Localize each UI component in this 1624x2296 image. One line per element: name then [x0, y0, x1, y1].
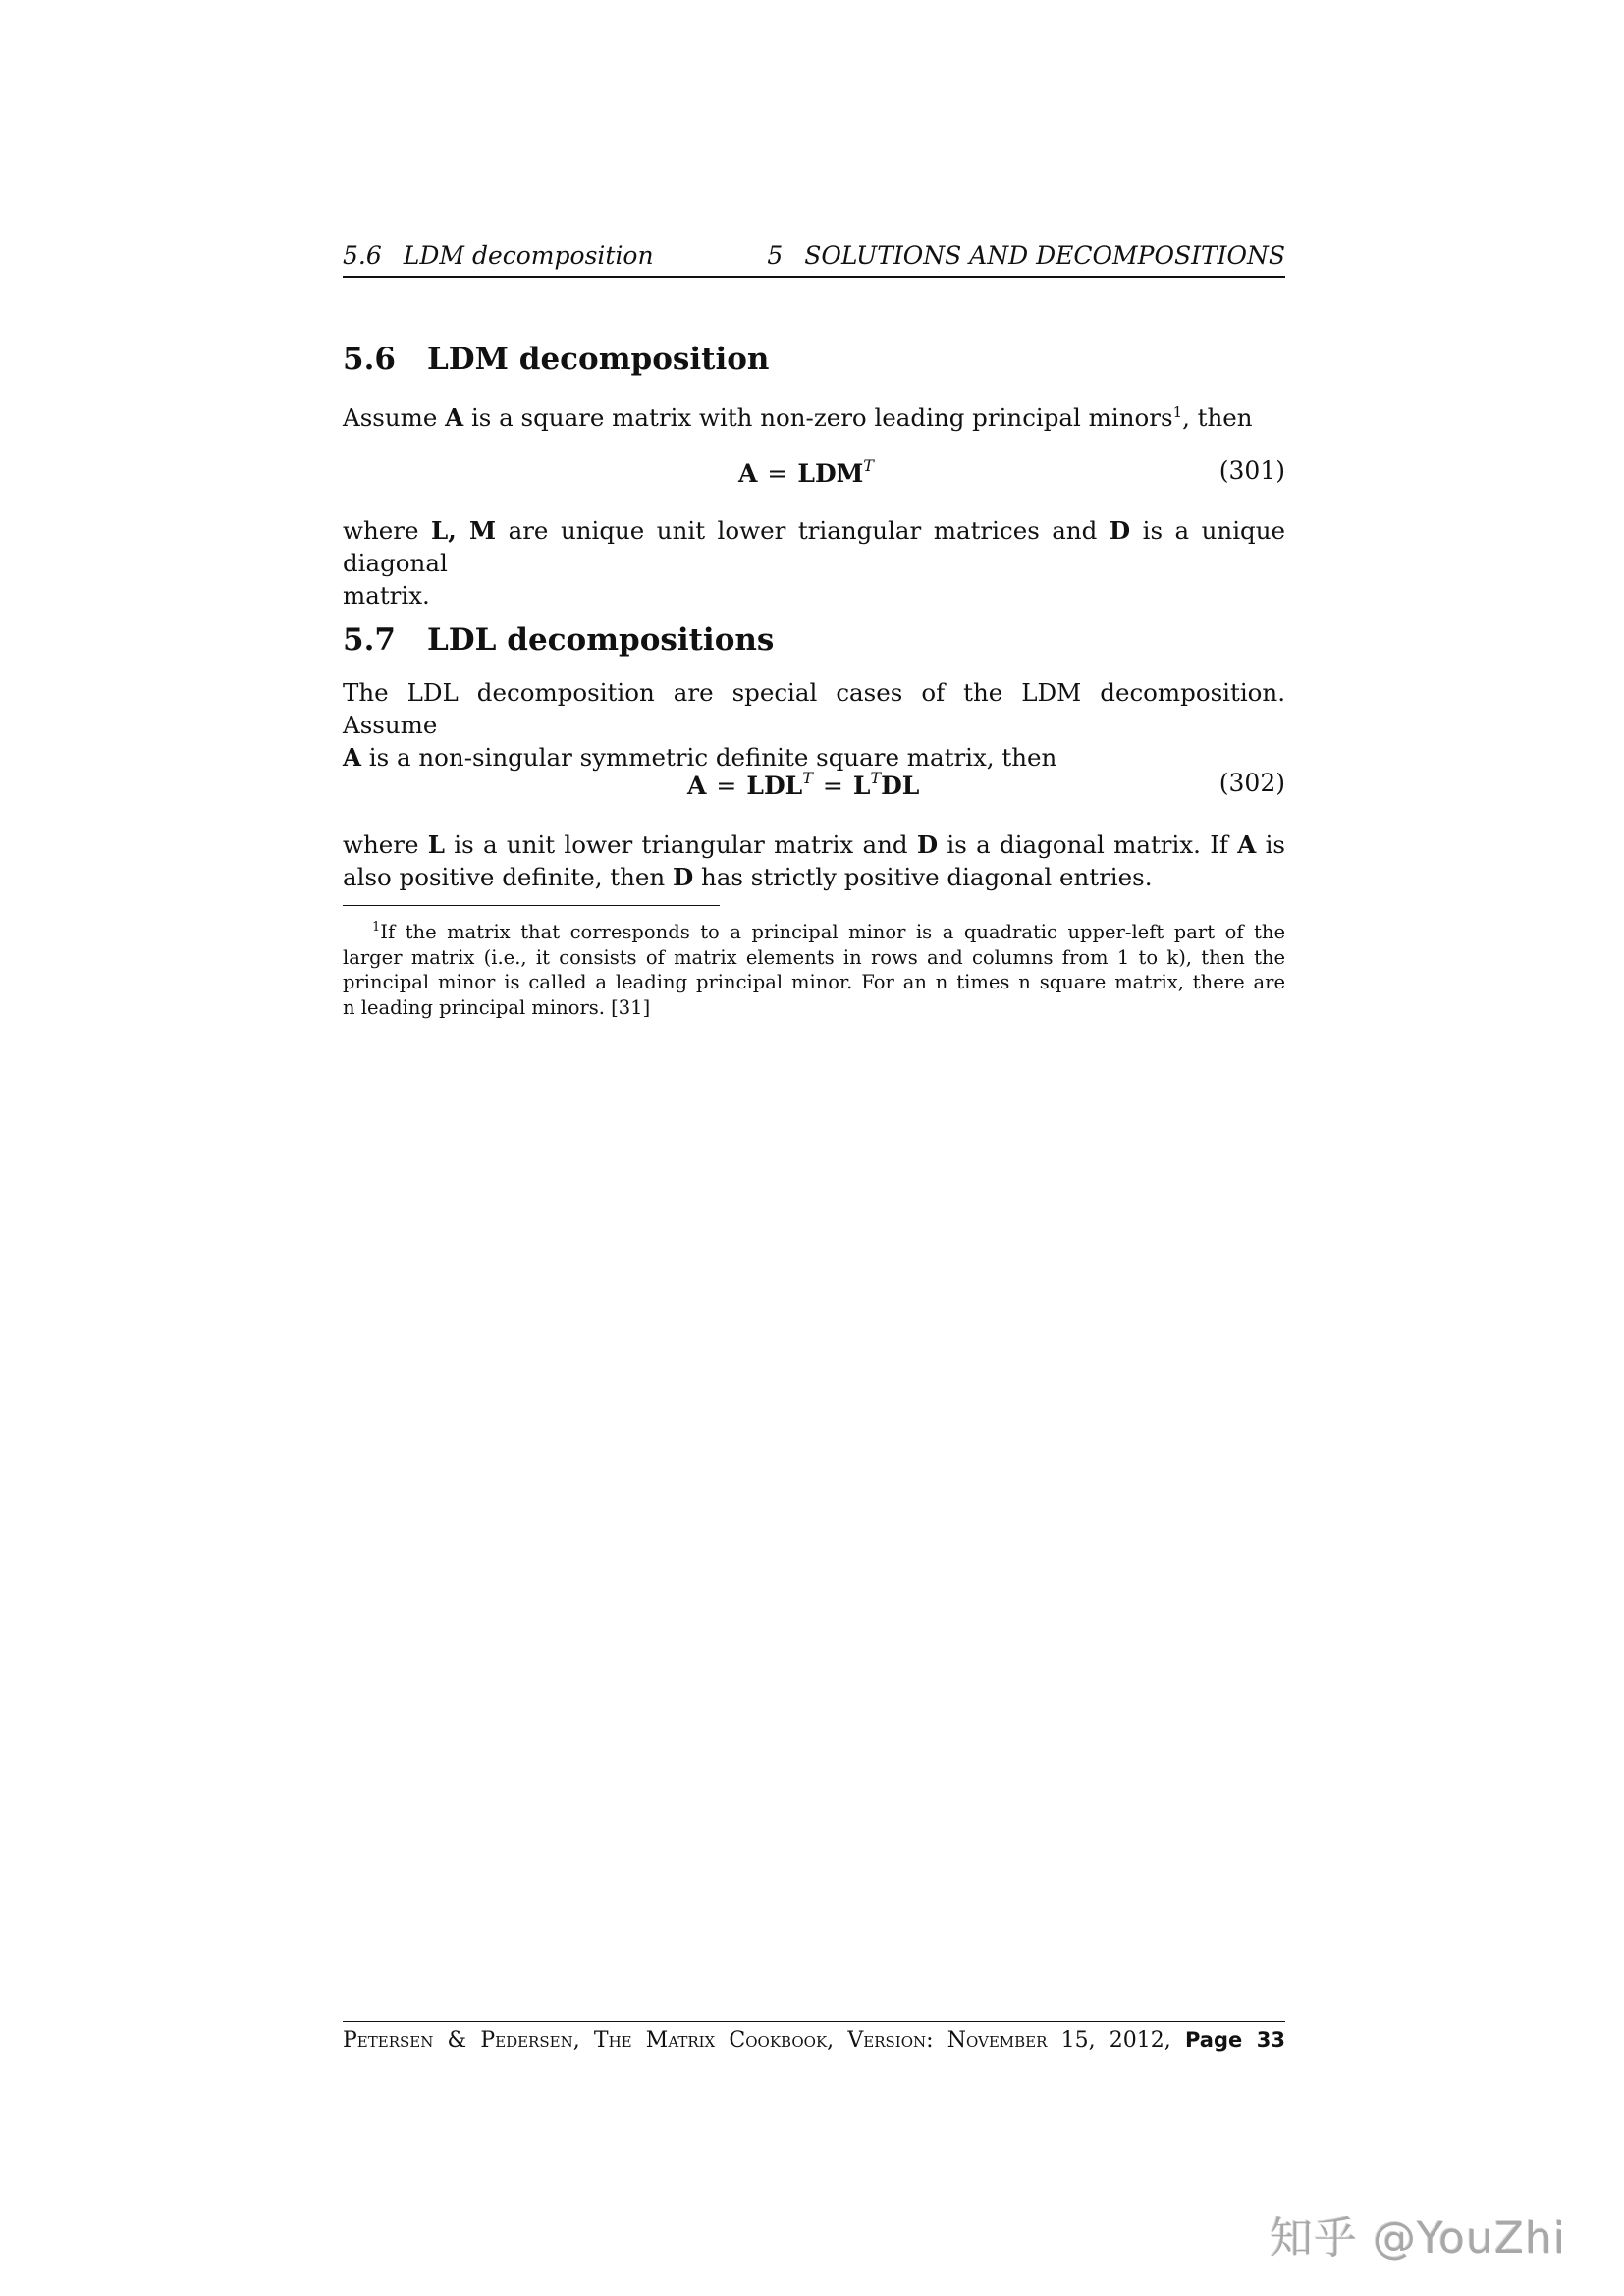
paragraph-ldm-after	[343, 514, 1285, 612]
section-heading-5-6: 5.6 LDM decomposition	[343, 342, 770, 377]
footer-authors: Petersen & Pedersen,	[343, 2028, 580, 2053]
footer-rule	[343, 2021, 1285, 2022]
section-heading-5-7: 5.7 LDL decompositions	[343, 622, 775, 658]
text-line: The LDL decomposition are special cases of the LDM decomposition. Assume	[343, 678, 1285, 739]
running-header-right: 5 SOLUTIONS AND DECOMPOSITIONS	[767, 241, 1285, 270]
footnote-mark: 1	[372, 920, 381, 934]
text-line: matrix.	[343, 581, 430, 610]
text-line: also positive definite, then D has strictly positive diagonal entries.	[343, 863, 1153, 891]
paragraph-ldm-intro	[343, 397, 1285, 434]
paragraph-ldl-after	[343, 828, 1285, 893]
equation-302: $A = LDL^T = L^TDL$	[687, 769, 920, 800]
footnote	[343, 915, 1285, 1021]
page-footer	[343, 2028, 1285, 2053]
text-line: A is a non-singular symmetric definite square matrix, then	[343, 743, 1057, 772]
paragraph-ldl-intro	[343, 676, 1285, 774]
text-line: where L is a unit lower triangular matrix and D is a diagonal matrix. If A is	[343, 830, 1285, 859]
equation-301: $A = LDM^T$	[738, 456, 874, 488]
equation-number-301: (301)	[1218, 456, 1285, 485]
footer-version-label: Version:	[847, 2028, 934, 2053]
header-rule	[343, 276, 1285, 278]
text-line: Assume A is a square matrix with non-zero leading principal minors$^1$, then	[343, 403, 1253, 433]
footnote-line: n leading principal minors. [31]	[343, 996, 651, 1020]
running-header-left: 5.6 LDM decomposition	[343, 241, 654, 270]
footer-version-date: November 15, 2012,	[947, 2028, 1171, 2053]
footnote-rule	[343, 905, 720, 906]
footnote-line: $^1$If the matrix that corresponds to a principal minor is a quadratic upper-left part of the	[372, 920, 1285, 943]
footer-page-number: Page 33	[1184, 2028, 1285, 2052]
footnote-marker: 1	[1172, 403, 1183, 421]
footer-book-title: The Matrix Cookbook,	[593, 2028, 835, 2053]
running-header	[343, 241, 1285, 273]
watermark: 知乎 @YouZhi	[1270, 2214, 1567, 2264]
text-line: where L, M are unique unit lower triangular matrices and D is a unique diagonal	[343, 516, 1286, 577]
footnote-line: larger matrix (i.e., it consists of matrix elements in rows and columns from 1 to k), then the	[343, 945, 1285, 969]
footnote-line: principal minor is called a leading principal minor. For an n times n square matrix, there are	[343, 971, 1285, 994]
equation-number-302: (302)	[1218, 769, 1285, 797]
